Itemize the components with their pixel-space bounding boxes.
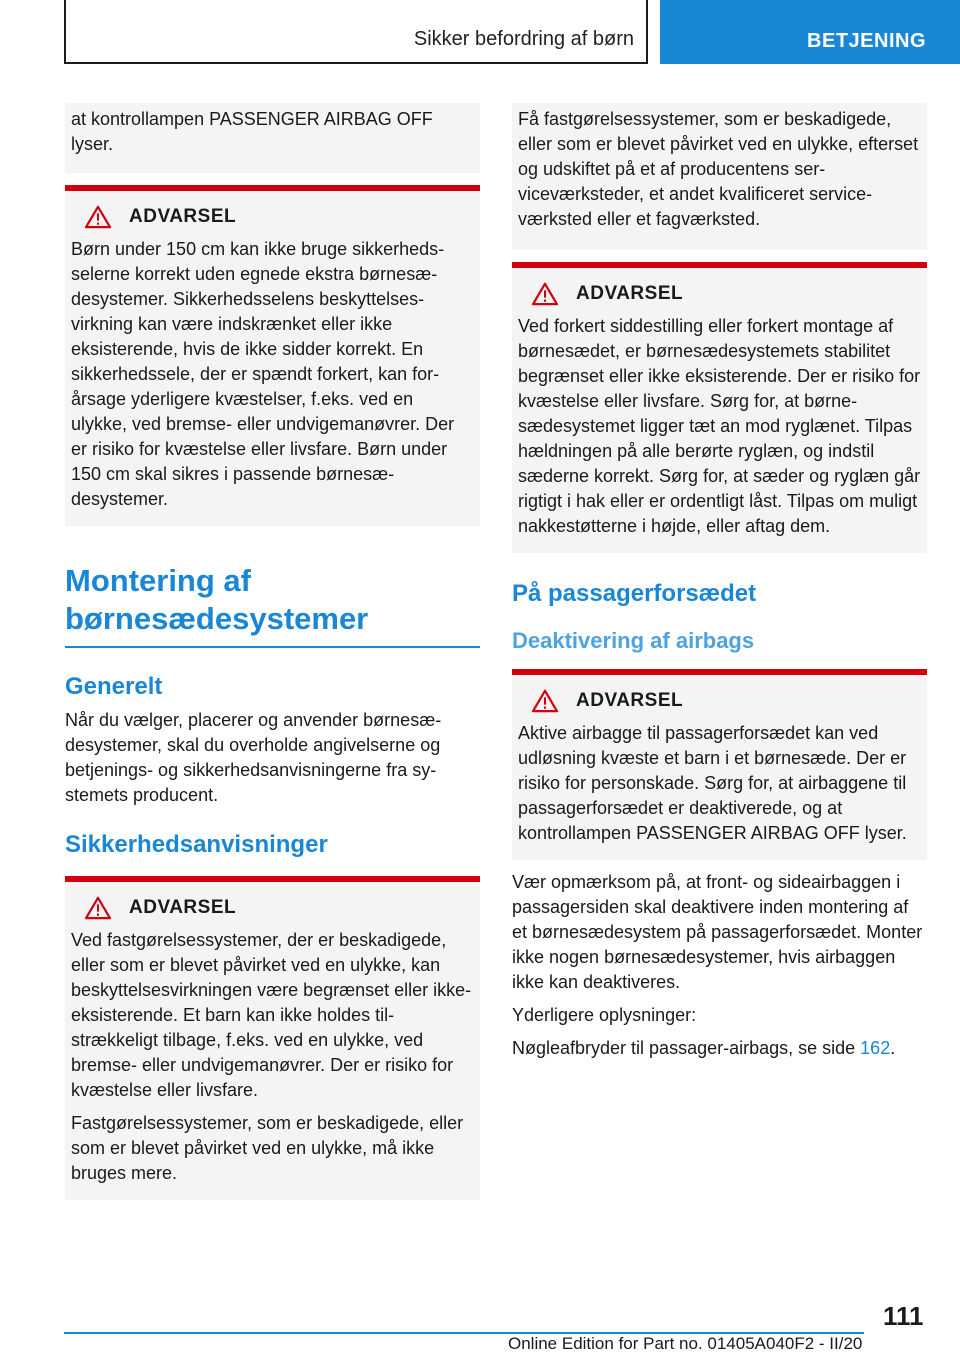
- warning-header: [518, 282, 921, 306]
- right-column: [512, 103, 927, 1061]
- subheading-passagerforsaedet: På passagerforsædet: [512, 580, 757, 607]
- edition-text: Online Edition for Part no. 01405A040F2 - II/20: [508, 1334, 863, 1353]
- warning-text: Ved forkert siddestilling eller forkert montage af børnesædet, er børnesædesystemets stabilitet begrænset eller ikke eksisterende. Der er risiko for kvæstelse eller livsfare. Sørg for, at børnesædesystemet ligger tæt an mod ryglænet. Tilpas hældningen på alle berørte ryglæn, og indstil sæderne korrekt. Sørg for, at sæder og ryglæn går rigtigt i hak eller er ordentligt låst. Tilpas om muligt nakkestøtterne i højde, eller aftag dem.: [518, 316, 921, 536]
- warning-text: Børn under 150 cm kan ikke bruge sikkerhedsselerne korrekt uden egnede ekstra børnesædesystemer. Sikkerhedsselens beskyttelsesvirkning kan være indskrænket eller ikke eksisterende, hvis de ikke sidder korrekt. En sikkerhedssele, der er spændt forkert, kan forårsage yderligere kvæstelser, f.eks. ved en ulykke, ved bremse- eller undvigemanøvrer. Der er risiko for kvæstelse eller livsfare. Børn under 150 cm skal sikres i passende børnesædesystemer.: [71, 239, 455, 509]
- body-paragraph: Yderligere oplysninger:: [512, 1005, 697, 1025]
- warning-triangle-icon: [83, 205, 113, 229]
- warning-box-2: [65, 876, 480, 1200]
- section-heading-montering: Montering af børnesædesystemer: [65, 562, 480, 648]
- header-frame: [64, 0, 648, 64]
- warning-title: ADVARSEL: [129, 897, 237, 918]
- page-reference-link[interactable]: 162: [860, 1038, 891, 1058]
- subheading-generelt: Generelt: [65, 673, 163, 700]
- page-number: 111: [883, 1301, 924, 1331]
- intro-text: at kontrollampen PASSENGER AIRBAG OFF lyser.: [71, 109, 433, 154]
- warning-text: Ved fastgørelsessystemer, der er beskadigede, eller som er blevet påvirket ved en ulykke, kan beskyttelsesvirkningen være begrænset eller ikke-eksisterende. Et barn kan ikke holdes tilstrækkeligt tilbage, f.eks. ved en ulykke, ved bremse- eller undvigemanøvrer. Der er risiko for kvæstelse eller livsfare.: [71, 930, 472, 1100]
- warning-box-4: [512, 669, 927, 860]
- generelt-text: Når du vælger, placerer og anvender børnesædesystemer, skal du overholde angivelserne og betjenings- og sikkerhedsanvisningerne fra systemets producent.: [65, 710, 442, 805]
- warning-header: [518, 689, 921, 713]
- left-column: [65, 103, 480, 1200]
- intro-box: [65, 103, 480, 173]
- warning-text: Aktive airbagge til passagerforsædet kan ved udløsning kvæste et barn i et børnesæde. Der er risiko for personskade. Sørg for, at airbaggene til passagerforsædet er deaktiverede, og at kontrollampen PASSENGER AIRBAG OFF lyser.: [518, 723, 907, 843]
- body-paragraph: Vær opmærksom på, at front- og sideairbaggen i passagersiden skal deaktivere inden montering af et børnesædesystem på passagerforsædet. Monter ikke nogen børnesædesystemer, hvis airbaggen ikke kan deaktiveres.: [512, 872, 923, 992]
- warning-title: ADVARSEL: [129, 206, 237, 227]
- warning-triangle-icon: [530, 689, 560, 713]
- subheading-deaktivering: Deaktivering af airbags: [512, 628, 755, 653]
- section-title: Sikker befordring af børn: [413, 28, 634, 50]
- warning-header: [71, 205, 474, 229]
- intro-box: [512, 103, 927, 250]
- warning-title: ADVARSEL: [576, 690, 684, 711]
- warning-triangle-icon: [83, 896, 113, 920]
- reference-text: Nøgleafbryder til passager-airbags, se side: [512, 1038, 861, 1058]
- chapter-tab[interactable]: BETJENING: [660, 0, 960, 64]
- reference-suffix: .: [890, 1038, 896, 1058]
- warning-box-3: [512, 262, 927, 553]
- body-paragraph: [512, 1036, 927, 1061]
- warning-triangle-icon: [530, 282, 560, 306]
- warning-title: ADVARSEL: [576, 283, 684, 304]
- warning-text: Fastgørelsessystemer, som er beskadigede, eller som er blevet påvirket ved en ulykke, må ikke bruges mere.: [71, 1113, 464, 1183]
- body-text-block: [512, 870, 927, 1061]
- subheading-sikkerhedsanvisninger: Sikkerhedsanvisninger: [65, 831, 328, 858]
- warning-box-1: [65, 185, 480, 526]
- warning-header: [71, 896, 474, 920]
- intro-text: Få fastgørelsessystemer, som er beskadigede, eller som er blevet påvirket ved en ulykke, efterset og udskiftet på et af producentens serviceværksteder, et andet kvalificeret serviceværksted eller et fagværksted.: [518, 109, 919, 229]
